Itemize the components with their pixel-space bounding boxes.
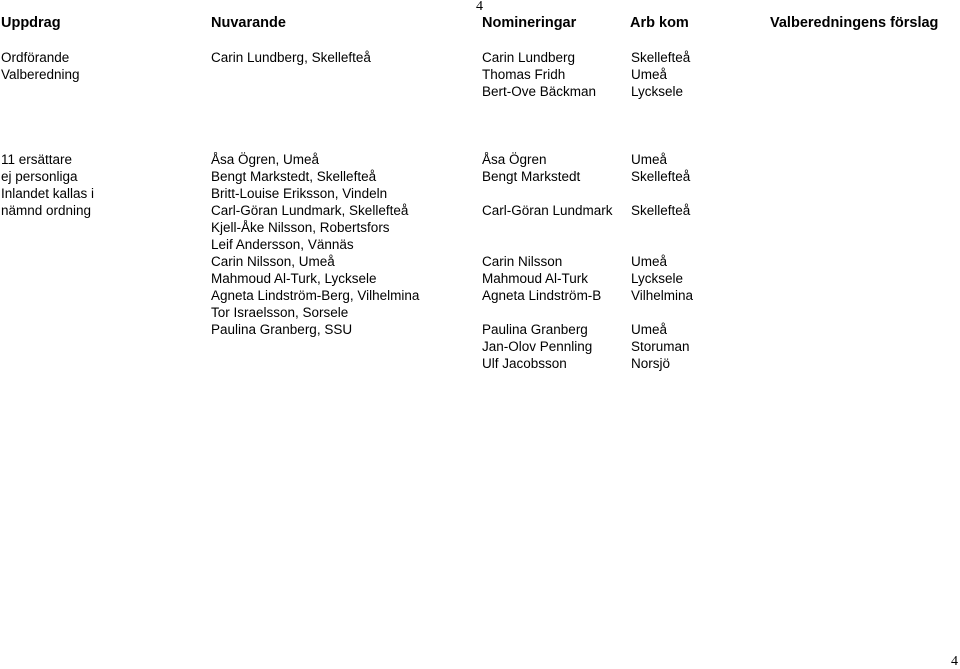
cell-nominering: Bert-Ove Bäckman [482, 84, 597, 99]
cell-nominering: Ulf Jacobsson [482, 356, 567, 371]
cell-uppdrag: Ordförande [1, 50, 70, 65]
section-ordforande-valberedning [0, 49, 960, 100]
cell-nominering: Carin Lundberg [482, 50, 576, 65]
cell-nuvarande: Paulina Granberg, SSU [211, 322, 353, 337]
cell-arb-kom: Skellefteå [631, 50, 691, 65]
cell-arb-kom: Umeå [631, 67, 668, 82]
table-row [0, 83, 960, 100]
cell-uppdrag: ej personliga [1, 169, 78, 184]
table-row [0, 66, 960, 83]
cell-uppdrag: nämnd ordning [1, 203, 92, 218]
table-row [0, 321, 960, 338]
cell-uppdrag: Inlandet kallas i [1, 186, 95, 201]
cell-nominering: Agneta Lindström-B [482, 288, 602, 303]
cell-nuvarande: Leif Andersson, Vännäs [211, 237, 354, 252]
cell-arb-kom: Umeå [631, 152, 668, 167]
cell-nuvarande: Carl-Göran Lundmark, Skellefteå [211, 203, 409, 218]
header-uppdrag: Uppdrag [1, 15, 61, 31]
cell-nominering: Carin Nilsson [482, 254, 563, 269]
cell-uppdrag: 11 ersättare [1, 152, 73, 167]
table-row [0, 287, 960, 304]
table-row [0, 338, 960, 355]
cell-arb-kom: Storuman [631, 339, 690, 354]
cell-arb-kom: Lycksele [631, 84, 684, 99]
cell-nuvarande: Mahmoud Al-Turk, Lycksele [211, 271, 377, 286]
cell-nominering: Mahmoud Al-Turk [482, 271, 589, 286]
table-row [0, 270, 960, 287]
cell-nominering: Carl-Göran Lundmark [482, 203, 613, 218]
cell-nominering: Paulina Granberg [482, 322, 588, 337]
cell-nominering: Jan-Olov Pennling [482, 339, 593, 354]
header-valberedningens-forslag: Valberedningens förslag [770, 15, 939, 31]
table-row [0, 151, 960, 168]
page-number-top: 4 [476, 0, 483, 14]
table-row [0, 49, 960, 66]
cell-nuvarande: Bengt Markstedt, Skellefteå [211, 169, 377, 184]
header-arb-kom: Arb kom [630, 15, 689, 31]
cell-nuvarande: Britt-Louise Eriksson, Vindeln [211, 186, 388, 201]
table-row [0, 168, 960, 185]
table-row [0, 304, 960, 321]
table-row [0, 236, 960, 253]
cell-nuvarande: Tor Israelsson, Sorsele [211, 305, 349, 320]
table-row [0, 355, 960, 372]
table-header [0, 15, 960, 35]
table-row [0, 185, 960, 202]
cell-nuvarande: Carin Nilsson, Umeå [211, 254, 335, 269]
page-number-bottom: 4 [951, 654, 958, 669]
cell-arb-kom: Umeå [631, 254, 668, 269]
cell-uppdrag: Valberedning [1, 67, 80, 82]
cell-nominering: Bengt Markstedt [482, 169, 581, 184]
cell-nuvarande: Agneta Lindström-Berg, Vilhelmina [211, 288, 420, 303]
cell-arb-kom: Skellefteå [631, 203, 691, 218]
cell-arb-kom: Skellefteå [631, 169, 691, 184]
cell-nuvarande: Carin Lundberg, Skellefteå [211, 50, 371, 65]
table-row [0, 202, 960, 219]
cell-nuvarande: Kjell-Åke Nilsson, Robertsfors [211, 220, 390, 235]
cell-nuvarande: Åsa Ögren, Umeå [211, 152, 320, 167]
cell-arb-kom: Norsjö [631, 356, 671, 371]
table-row [0, 219, 960, 236]
cell-arb-kom: Umeå [631, 322, 668, 337]
cell-nominering: Åsa Ögren [482, 152, 547, 167]
cell-arb-kom: Lycksele [631, 271, 684, 286]
header-nomineringar: Nomineringar [482, 15, 577, 31]
table-row [0, 253, 960, 270]
cell-nominering: Thomas Fridh [482, 67, 566, 82]
cell-arb-kom: Vilhelmina [631, 288, 694, 303]
header-nuvarande: Nuvarande [211, 15, 286, 31]
section-ersattare [0, 151, 960, 372]
